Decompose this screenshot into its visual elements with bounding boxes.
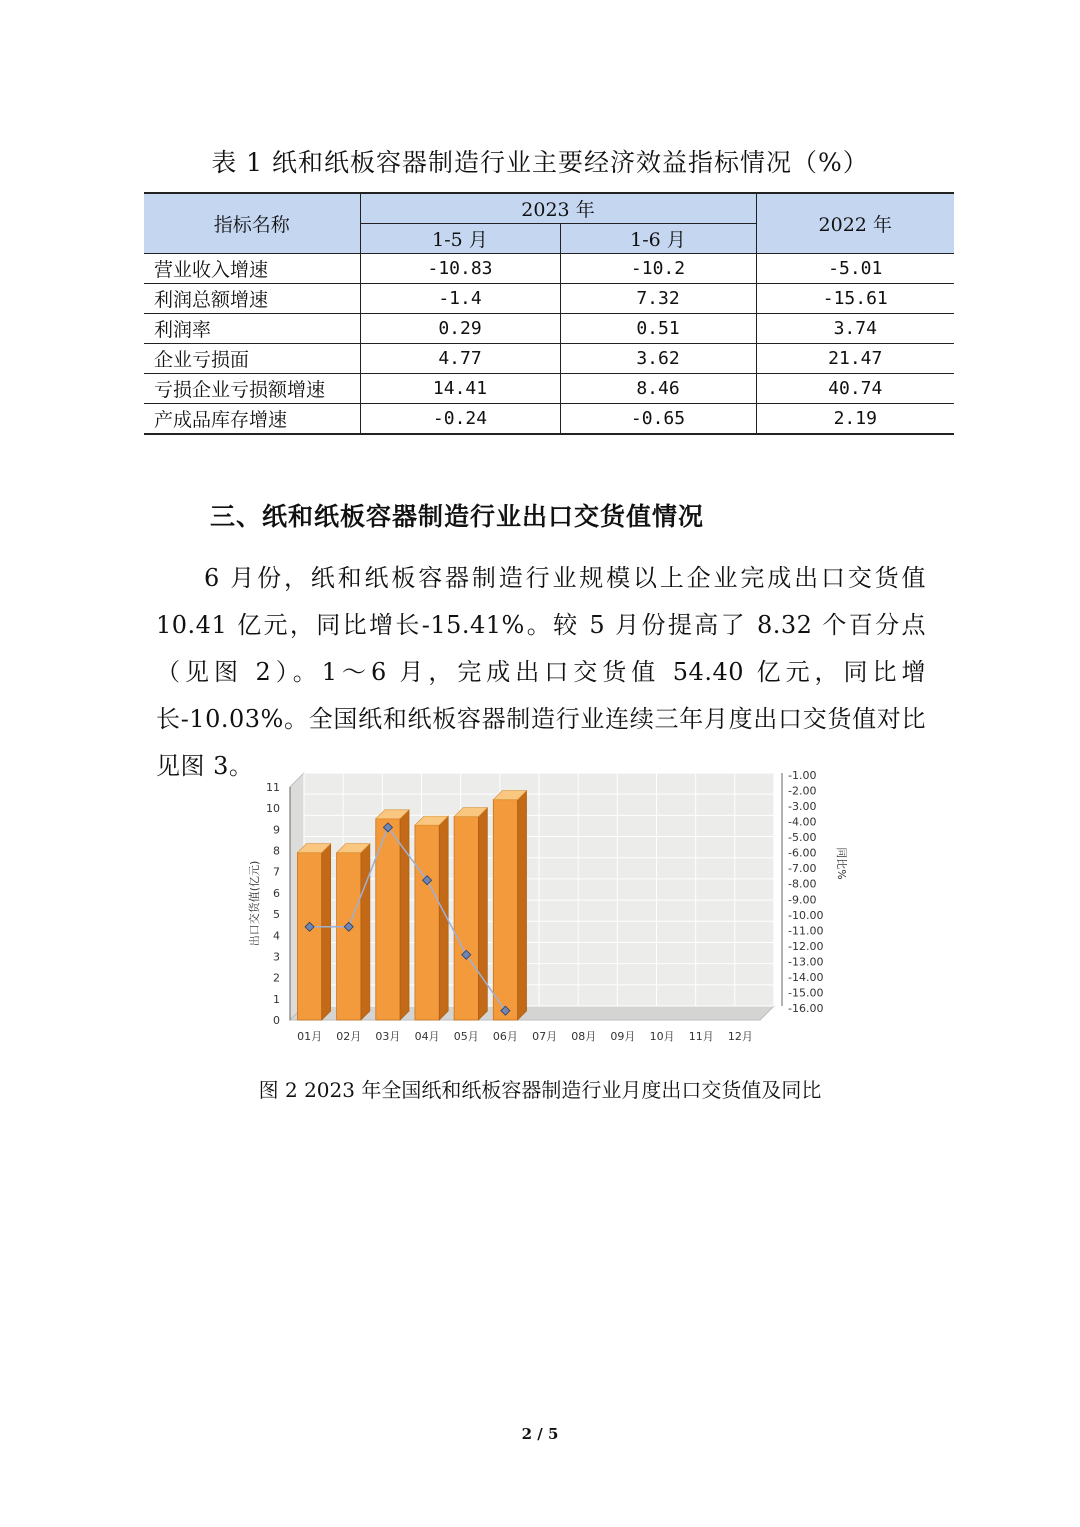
table-row <box>144 314 954 344</box>
cell-1-6: -0.65 <box>560 404 756 435</box>
cell-2022: 21.47 <box>756 344 954 374</box>
y-tick-label-right: -9.00 <box>788 893 817 907</box>
x-tick-label: 02月 <box>336 1030 362 1043</box>
y-tick-label-right: -7.00 <box>788 862 817 876</box>
table-row <box>144 284 954 314</box>
economic-indicators-table <box>144 192 954 435</box>
y-tick-label-right: -5.00 <box>788 831 817 845</box>
cell-2022: 2.19 <box>756 404 954 435</box>
header-indicator-name: 指标名称 <box>144 193 360 254</box>
cell-1-5: 0.29 <box>360 314 560 344</box>
row-name: 产成品库存增速 <box>144 404 360 435</box>
y-tick-label-left: 4 <box>273 929 280 943</box>
y-tick-label-left: 8 <box>273 844 280 858</box>
table-title: 表 1 纸和纸板容器制造行业主要经济效益指标情况（%） <box>211 148 869 177</box>
y-tick-label-right: -11.00 <box>788 924 824 938</box>
row-name: 营业收入增速 <box>144 254 360 284</box>
chart-caption: 图 2 2023 年全国纸和纸板容器制造行业月度出口交货值及同比 <box>258 1078 822 1102</box>
row-name: 企业亏损面 <box>144 344 360 374</box>
y-tick-label-right: -1.00 <box>788 769 817 782</box>
y-tick-label-right: -14.00 <box>788 970 824 984</box>
y-tick-label-left: 7 <box>273 865 280 879</box>
y-tick-label-right: -6.00 <box>788 846 817 860</box>
cell-2022: -15.61 <box>756 284 954 314</box>
row-name: 利润总额增速 <box>144 284 360 314</box>
x-tick-label: 10月 <box>649 1030 675 1043</box>
x-tick-label: 03月 <box>375 1030 401 1043</box>
y-tick-label-right: -10.00 <box>788 908 824 922</box>
header-year-2022: 2022 年 <box>756 193 954 254</box>
y-tick-label-right: -4.00 <box>788 815 817 829</box>
x-tick-label: 04月 <box>414 1030 440 1043</box>
y-tick-label-left: 1 <box>273 992 280 1006</box>
cell-2022: 3.74 <box>756 314 954 344</box>
bar-front <box>297 853 321 1020</box>
x-tick-label: 05月 <box>453 1030 479 1043</box>
body-paragraph: 6 月份，纸和纸板容器制造行业规模以上企业完成出口交货值 10.41 亿元，同比增长-15.41%。较 5 月份提高了 8.32 个百分点（见图 2）。1～6 月，完成出口交货值 54.40 亿元，同比增长-10.03%。全国纸和纸板容器制造行业连续三年月度出口交货值对比见图 3。 <box>156 564 926 780</box>
y-tick-label-left: 11 <box>266 781 280 794</box>
y-axis-label-right: 同比% <box>835 847 848 880</box>
y-tick-label-left: 6 <box>273 886 280 900</box>
x-tick-label: 01月 <box>297 1030 323 1043</box>
cell-2022: -5.01 <box>756 254 954 284</box>
export-value-chart <box>240 769 848 1055</box>
cell-1-5: -1.4 <box>360 284 560 314</box>
table-row <box>144 254 954 284</box>
bar-front <box>415 825 439 1020</box>
y-tick-label-right: -2.00 <box>788 784 817 798</box>
cell-1-5: -10.83 <box>360 254 560 284</box>
row-name: 亏损企业亏损额增速 <box>144 374 360 404</box>
y-tick-label-left: 2 <box>273 971 280 985</box>
x-tick-label: 09月 <box>610 1030 636 1043</box>
x-tick-label: 11月 <box>688 1030 714 1043</box>
y-tick-label-left: 3 <box>273 950 280 964</box>
row-name: 利润率 <box>144 314 360 344</box>
bar-side <box>518 791 527 1020</box>
bar-front <box>454 817 478 1020</box>
x-tick-label: 06月 <box>492 1030 518 1043</box>
cell-1-6: -10.2 <box>560 254 756 284</box>
section-heading: 三、纸和纸板容器制造行业出口交货值情况 <box>210 502 705 531</box>
page-number: 2 / 5 <box>521 1425 559 1443</box>
x-tick-label: 12月 <box>727 1030 753 1043</box>
bar-side <box>400 810 409 1020</box>
bar-front <box>493 800 517 1020</box>
table-row <box>144 404 954 435</box>
cell-1-6: 3.62 <box>560 344 756 374</box>
y-tick-label-right: -8.00 <box>788 877 817 891</box>
cell-1-6: 7.32 <box>560 284 756 314</box>
y-tick-label-right: -15.00 <box>788 986 824 1000</box>
y-tick-label-right: -16.00 <box>788 1002 824 1015</box>
y-tick-label-right: -12.00 <box>788 939 824 953</box>
cell-1-6: 0.51 <box>560 314 756 344</box>
y-tick-label-right: -13.00 <box>788 955 824 969</box>
chart-svg <box>240 769 848 1055</box>
cell-1-6: 8.46 <box>560 374 756 404</box>
header-year-2023: 2023 年 <box>360 193 756 224</box>
cell-1-5: -0.24 <box>360 404 560 435</box>
y-tick-label-left: 9 <box>273 823 280 837</box>
y-tick-label-left: 10 <box>266 802 280 816</box>
header-period-1-6: 1-6 月 <box>560 224 756 254</box>
header-period-1-5: 1-5 月 <box>360 224 560 254</box>
bar-front <box>337 853 361 1020</box>
table-row <box>144 374 954 404</box>
y-tick-label-left: 5 <box>273 908 280 922</box>
y-tick-label-left: 0 <box>273 1014 280 1027</box>
y-axis-label-left: 出口交货值(亿元) <box>248 860 261 947</box>
x-tick-label: 08月 <box>571 1030 597 1043</box>
bar-side <box>322 844 331 1020</box>
table-row <box>144 344 954 374</box>
cell-2022: 40.74 <box>756 374 954 404</box>
bar-side <box>478 808 487 1020</box>
cell-1-5: 14.41 <box>360 374 560 404</box>
cell-1-5: 4.77 <box>360 344 560 374</box>
bar-side <box>361 844 370 1020</box>
y-tick-label-right: -3.00 <box>788 800 817 814</box>
x-tick-label: 07月 <box>532 1030 558 1043</box>
